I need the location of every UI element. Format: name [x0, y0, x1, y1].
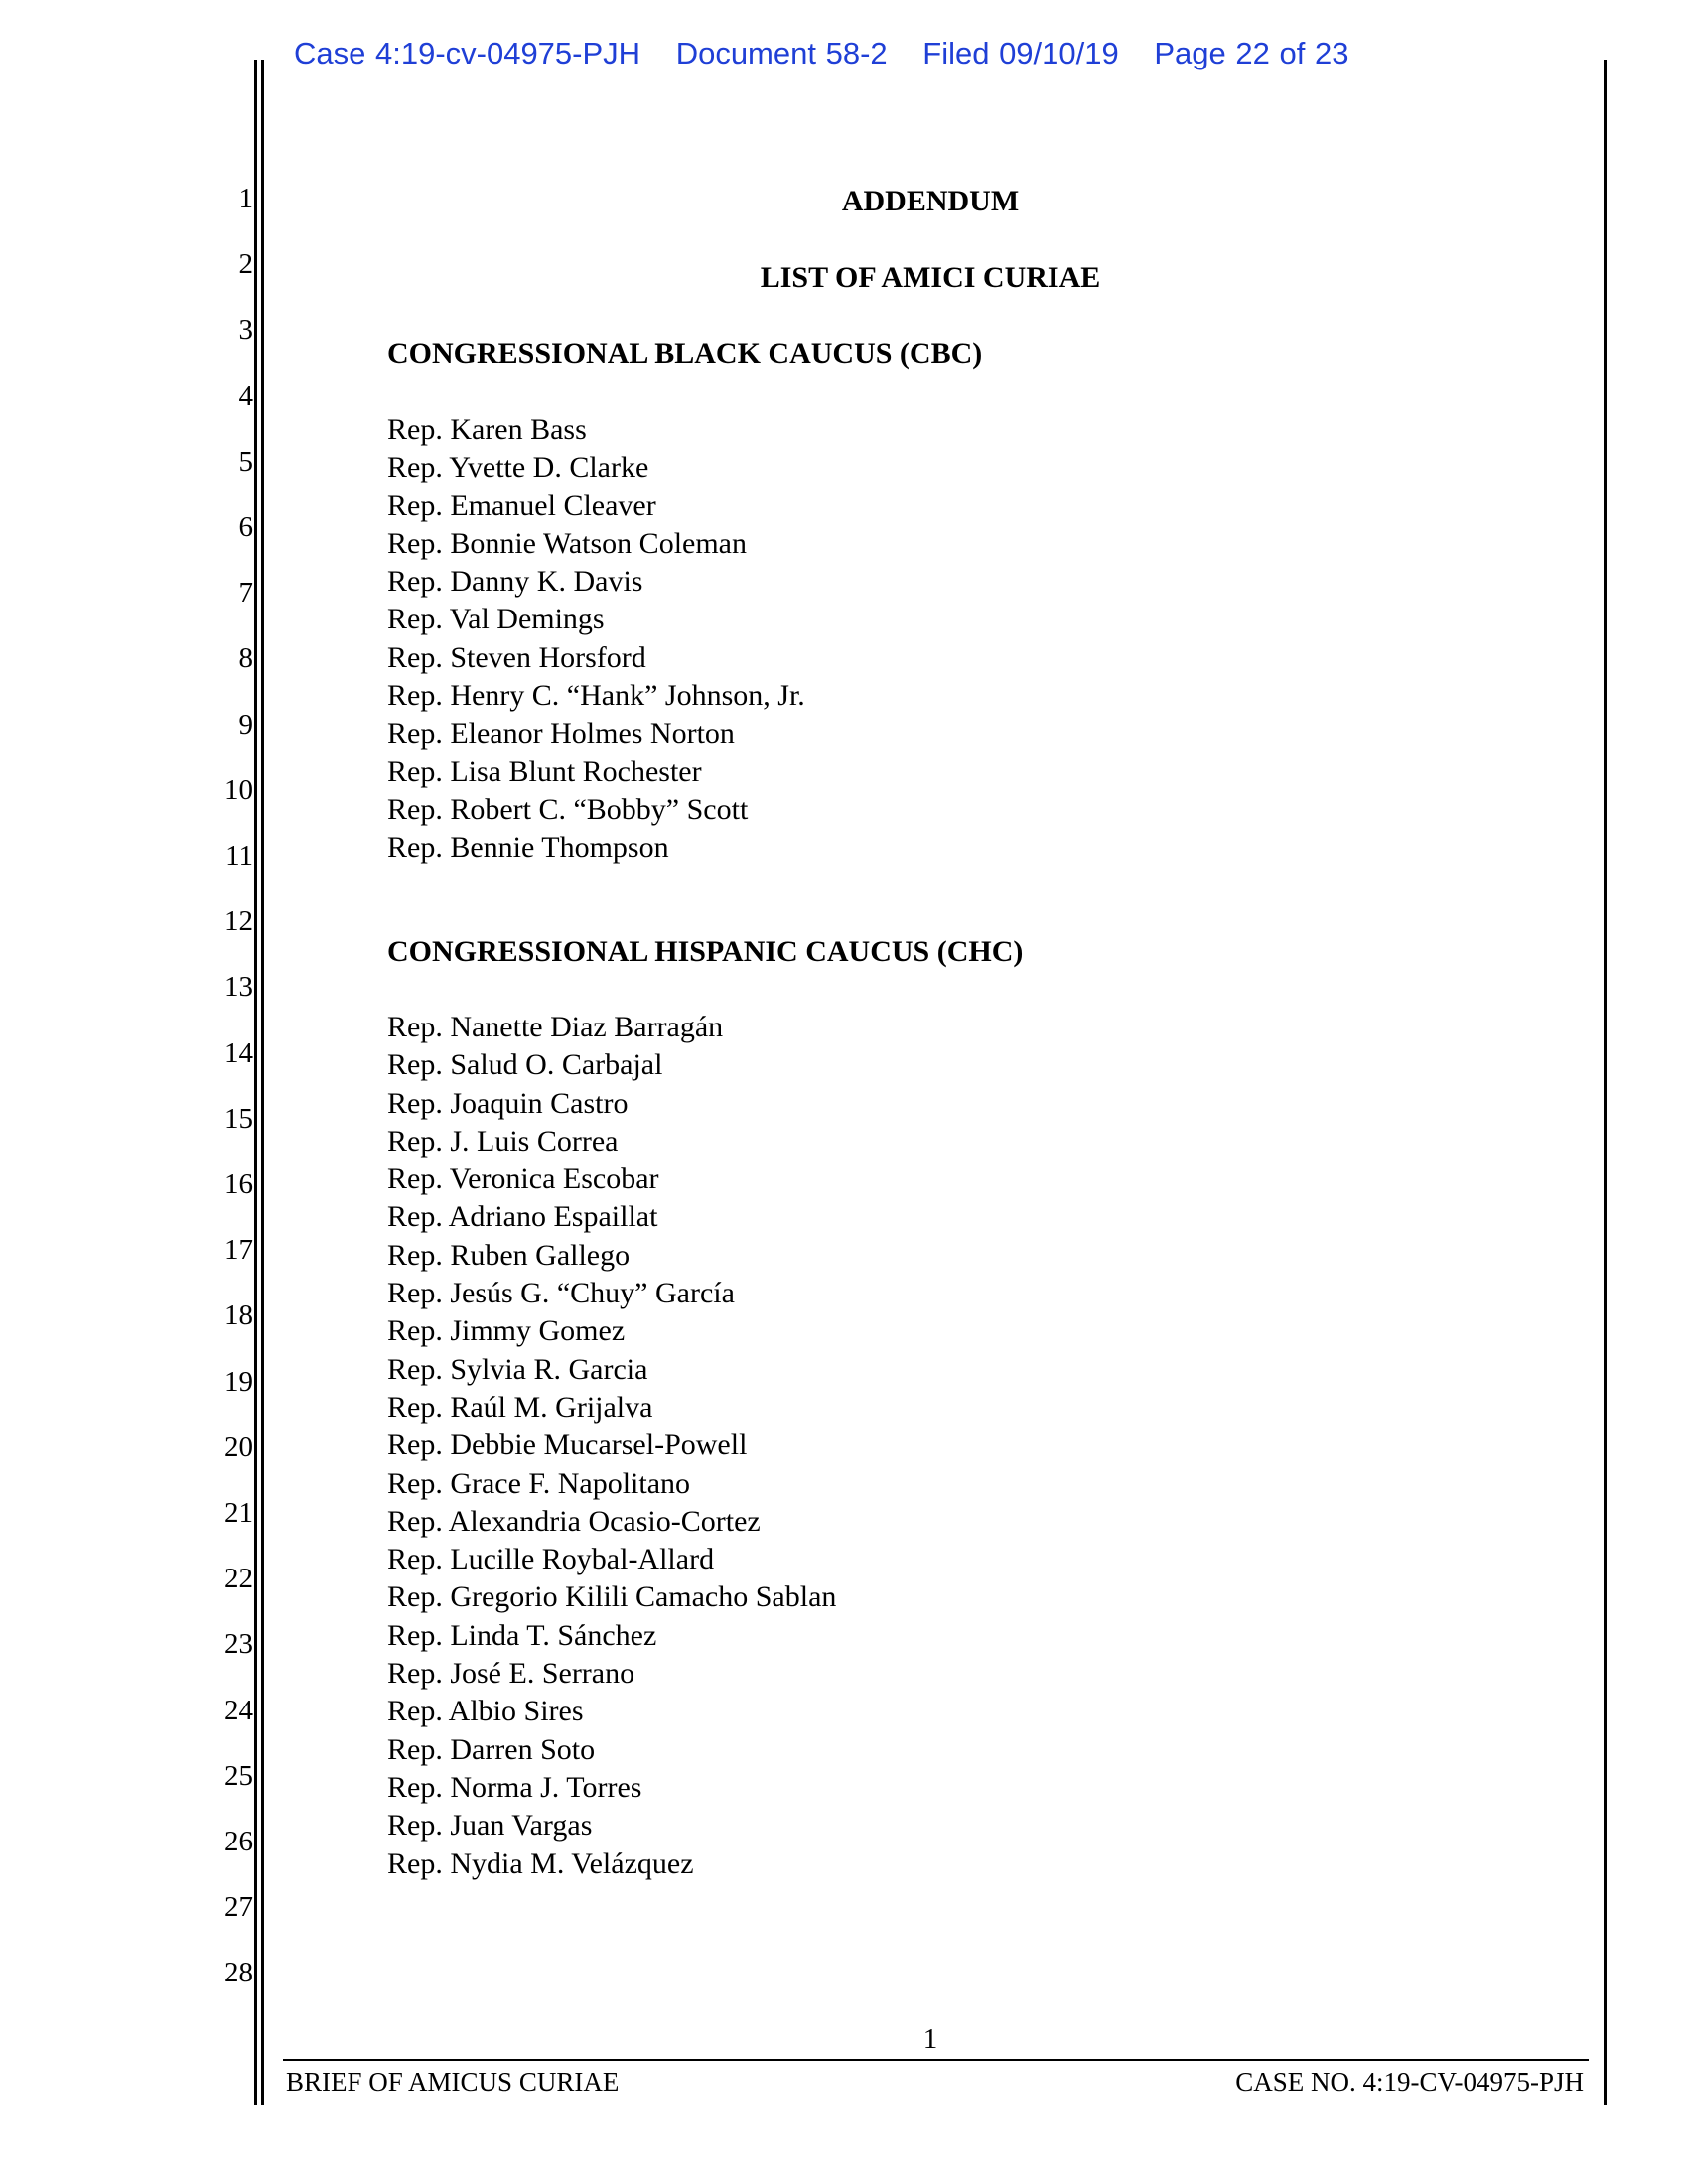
line-number: 12 [224, 905, 253, 938]
line-number: 7 [238, 577, 253, 610]
footer-rule [283, 2059, 1589, 2061]
line-number: 26 [224, 1826, 253, 1857]
member-item: Rep. Eleanor Holmes Norton [387, 717, 735, 751]
line-number: 25 [224, 1759, 253, 1792]
member-item: Rep. Albio Sires [387, 1695, 584, 1728]
member-item: Rep. Karen Bass [387, 413, 587, 446]
footer-case-number: CASE NO. 4:19-CV-04975-PJH [1235, 2067, 1584, 2097]
member-item: Rep. Robert C. “Bobby” Scott [387, 792, 749, 826]
member-item: Rep. Darren Soto [387, 1732, 596, 1766]
case-number: Case 4:19-cv-04975-PJH [294, 36, 641, 70]
line-number: 27 [224, 1891, 253, 1924]
line-number: 22 [224, 1563, 253, 1595]
member-item: Rep. Lucille Roybal-Allard [387, 1543, 715, 1576]
line-number: 28 [224, 1957, 253, 1989]
member-item: Rep. Lisa Blunt Rochester [387, 754, 702, 788]
member-item: Rep. Grace F. Napolitano [387, 1466, 691, 1500]
member-item: Rep. J. Luis Correa [387, 1124, 619, 1158]
line-number: 5 [238, 445, 253, 478]
line-number: 10 [224, 773, 253, 806]
line-number: 2 [238, 248, 253, 281]
line-number: 20 [224, 1431, 253, 1463]
member-item: Rep. Ruben Gallego [387, 1238, 631, 1272]
member-item: Rep. Adriano Espaillat [387, 1200, 658, 1234]
left-margin-rule-outer [254, 60, 257, 2105]
line-number: 6 [238, 511, 253, 543]
document-number: Document 58-2 [675, 36, 888, 70]
left-margin-rule-inner [261, 60, 264, 2105]
member-item: Rep. Nydia M. Velázquez [387, 1846, 694, 1880]
member-item: Rep. Nanette Diaz Barragán [387, 1011, 724, 1043]
line-number: 11 [225, 840, 253, 872]
line-number: 15 [224, 1102, 253, 1135]
line-number: 18 [224, 1299, 253, 1332]
cbc-heading: CONGRESSIONAL BLACK CAUCUS (CBC) [387, 338, 983, 370]
line-number: 14 [224, 1036, 253, 1069]
member-item: Rep. Salud O. Carbajal [387, 1048, 663, 1082]
member-item: Rep. Jimmy Gomez [387, 1314, 626, 1348]
line-number: 8 [238, 642, 253, 675]
member-item: Rep. José E. Serrano [387, 1657, 635, 1691]
filing-header [294, 36, 1374, 71]
member-item: Rep. Gregorio Kilili Camacho Sablan [387, 1580, 837, 1614]
footer-brief-title: BRIEF OF AMICUS CURIAE [286, 2067, 620, 2097]
line-number: 16 [224, 1168, 253, 1200]
line-number: 17 [224, 1234, 253, 1267]
member-item: Rep. Yvette D. Clarke [387, 451, 649, 484]
line-number: 23 [224, 1628, 253, 1661]
right-margin-rule [1604, 60, 1607, 2105]
member-item: Rep. Henry C. “Hank” Johnson, Jr. [387, 679, 805, 713]
line-number: 13 [224, 971, 253, 1004]
member-item: Rep. Norma J. Torres [387, 1770, 642, 1804]
cbc-member-list [387, 411, 805, 868]
member-item: Rep. Steven Horsford [387, 640, 646, 674]
filed-date: Filed 09/10/19 [922, 36, 1119, 70]
member-item: Rep. Danny K. Davis [387, 565, 643, 599]
member-item: Rep. Bennie Thompson [387, 831, 669, 865]
line-number: 4 [238, 379, 253, 412]
member-item: Rep. Bonnie Watson Coleman [387, 526, 747, 560]
member-item: Rep. Emanuel Cleaver [387, 488, 656, 522]
addendum-title: ADDENDUM [841, 185, 1020, 217]
chc-member-list [387, 1009, 836, 1883]
member-item: Rep. Val Demings [387, 603, 605, 636]
line-number: 1 [238, 183, 253, 214]
chc-heading: CONGRESSIONAL HISPANIC CAUCUS (CHC) [387, 935, 1024, 968]
member-item: Rep. Sylvia R. Garcia [387, 1352, 648, 1386]
line-number: 24 [224, 1694, 253, 1726]
line-number: 19 [224, 1365, 253, 1398]
member-item: Rep. Debbie Mucarsel-Powell [387, 1429, 748, 1462]
page-indicator: Page 22 of 23 [1154, 36, 1349, 70]
member-item: Rep. Jesús G. “Chuy” García [387, 1277, 735, 1310]
line-number: 9 [238, 708, 253, 741]
member-item: Rep. Veronica Escobar [387, 1162, 659, 1196]
page-number: 1 [922, 2023, 938, 2055]
list-title: LIST OF AMICI CURIAE [760, 261, 1101, 294]
line-number: 21 [224, 1497, 253, 1529]
line-number: 3 [238, 314, 253, 346]
member-item: Rep. Juan Vargas [387, 1809, 593, 1843]
member-item: Rep. Alexandria Ocasio-Cortez [387, 1504, 761, 1538]
member-item: Rep. Joaquin Castro [387, 1086, 629, 1120]
member-item: Rep. Raúl M. Grijalva [387, 1390, 653, 1424]
member-item: Rep. Linda T. Sánchez [387, 1618, 657, 1652]
